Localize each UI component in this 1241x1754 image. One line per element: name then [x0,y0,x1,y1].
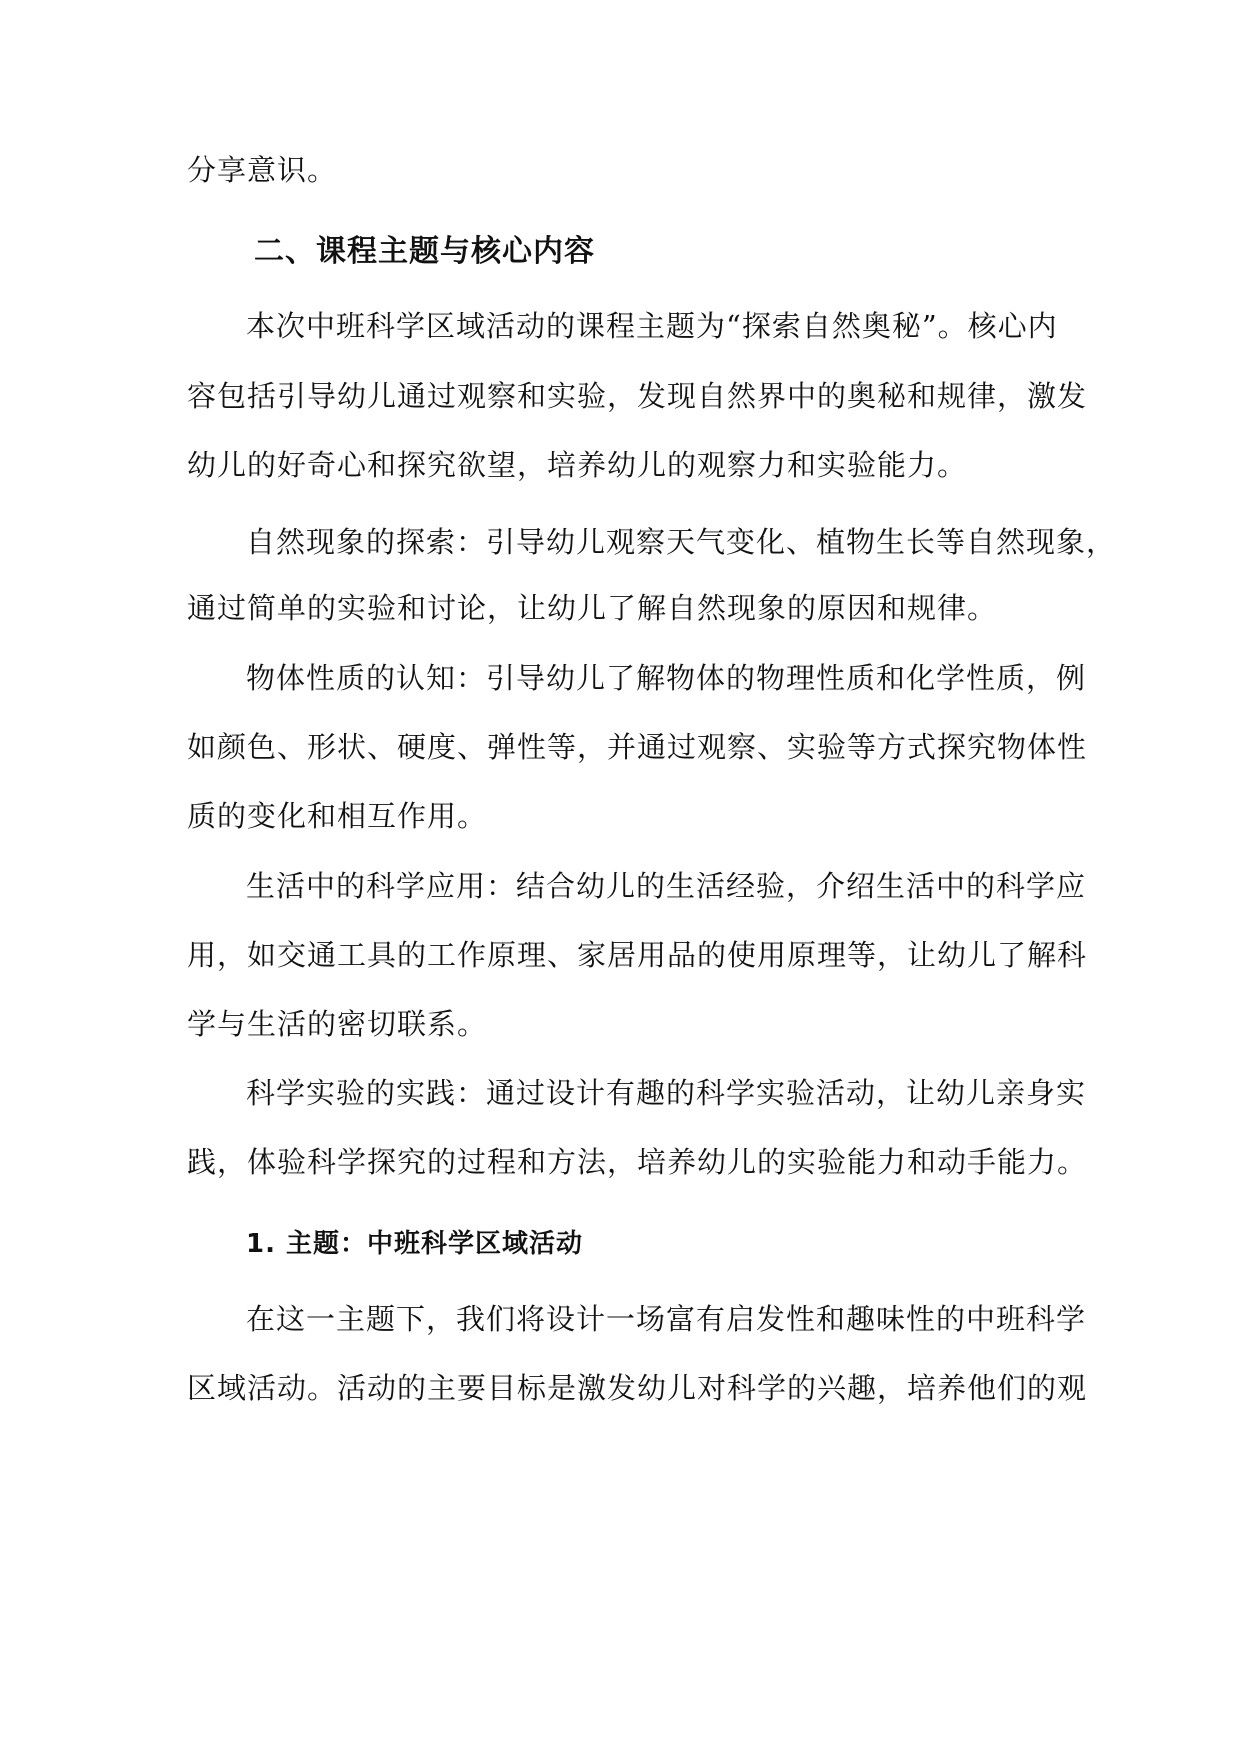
paragraph-line: 本次中班科学区域活动的课程主题为“探索自然奥秘”。核心内 [246,309,1058,343]
subsection-heading: 1. 主题：中班科学区域活动 [246,1229,584,1259]
paragraph-line: 生活中的科学应用：结合幼儿的生活经验，介绍生活中的科学应 [246,869,1087,903]
paragraph-line: 在这一主题下，我们将设计一场富有启发性和趣味性的中班科学 [246,1302,1087,1336]
paragraph-line: 科学实验的实践：通过设计有趣的科学实验活动，让幼儿亲身实 [246,1076,1087,1110]
paragraph-line: 质的变化和相互作用。 [187,799,488,833]
paragraph-line: 用，如交通工具的工作原理、家居用品的使用原理等，让幼儿了解科 [187,938,1088,972]
paragraph-line: 自然现象的探索：引导幼儿观察天气变化、植物生长等自然现象， [246,525,1117,559]
paragraph-line: 践，体验科学探究的过程和方法，培养幼儿的实验能力和动手能力。 [187,1145,1088,1179]
section-heading: 二、课程主题与核心内容 [254,234,595,269]
paragraph-line: 幼儿的好奇心和探究欲望，培养幼儿的观察力和实验能力。 [187,448,968,482]
paragraph-line: 如颜色、形状、硬度、弹性等，并通过观察、实验等方式探究物体性 [187,730,1088,764]
paragraph-line: 容包括引导幼儿通过观察和实验，发现自然界中的奥秘和规律，激发 [187,379,1088,413]
paragraph-line: 学与生活的密切联系。 [187,1007,488,1041]
paragraph-line: 通过简单的实验和讨论，让幼儿了解自然现象的原因和规律。 [187,591,998,625]
paragraph-line: 物体性质的认知：引导幼儿了解物体的物理性质和化学性质，例 [246,661,1087,695]
paragraph-line: 分享意识。 [187,153,338,187]
paragraph-line: 区域活动。活动的主要目标是激发幼儿对科学的兴趣，培养他们的观 [187,1371,1088,1405]
